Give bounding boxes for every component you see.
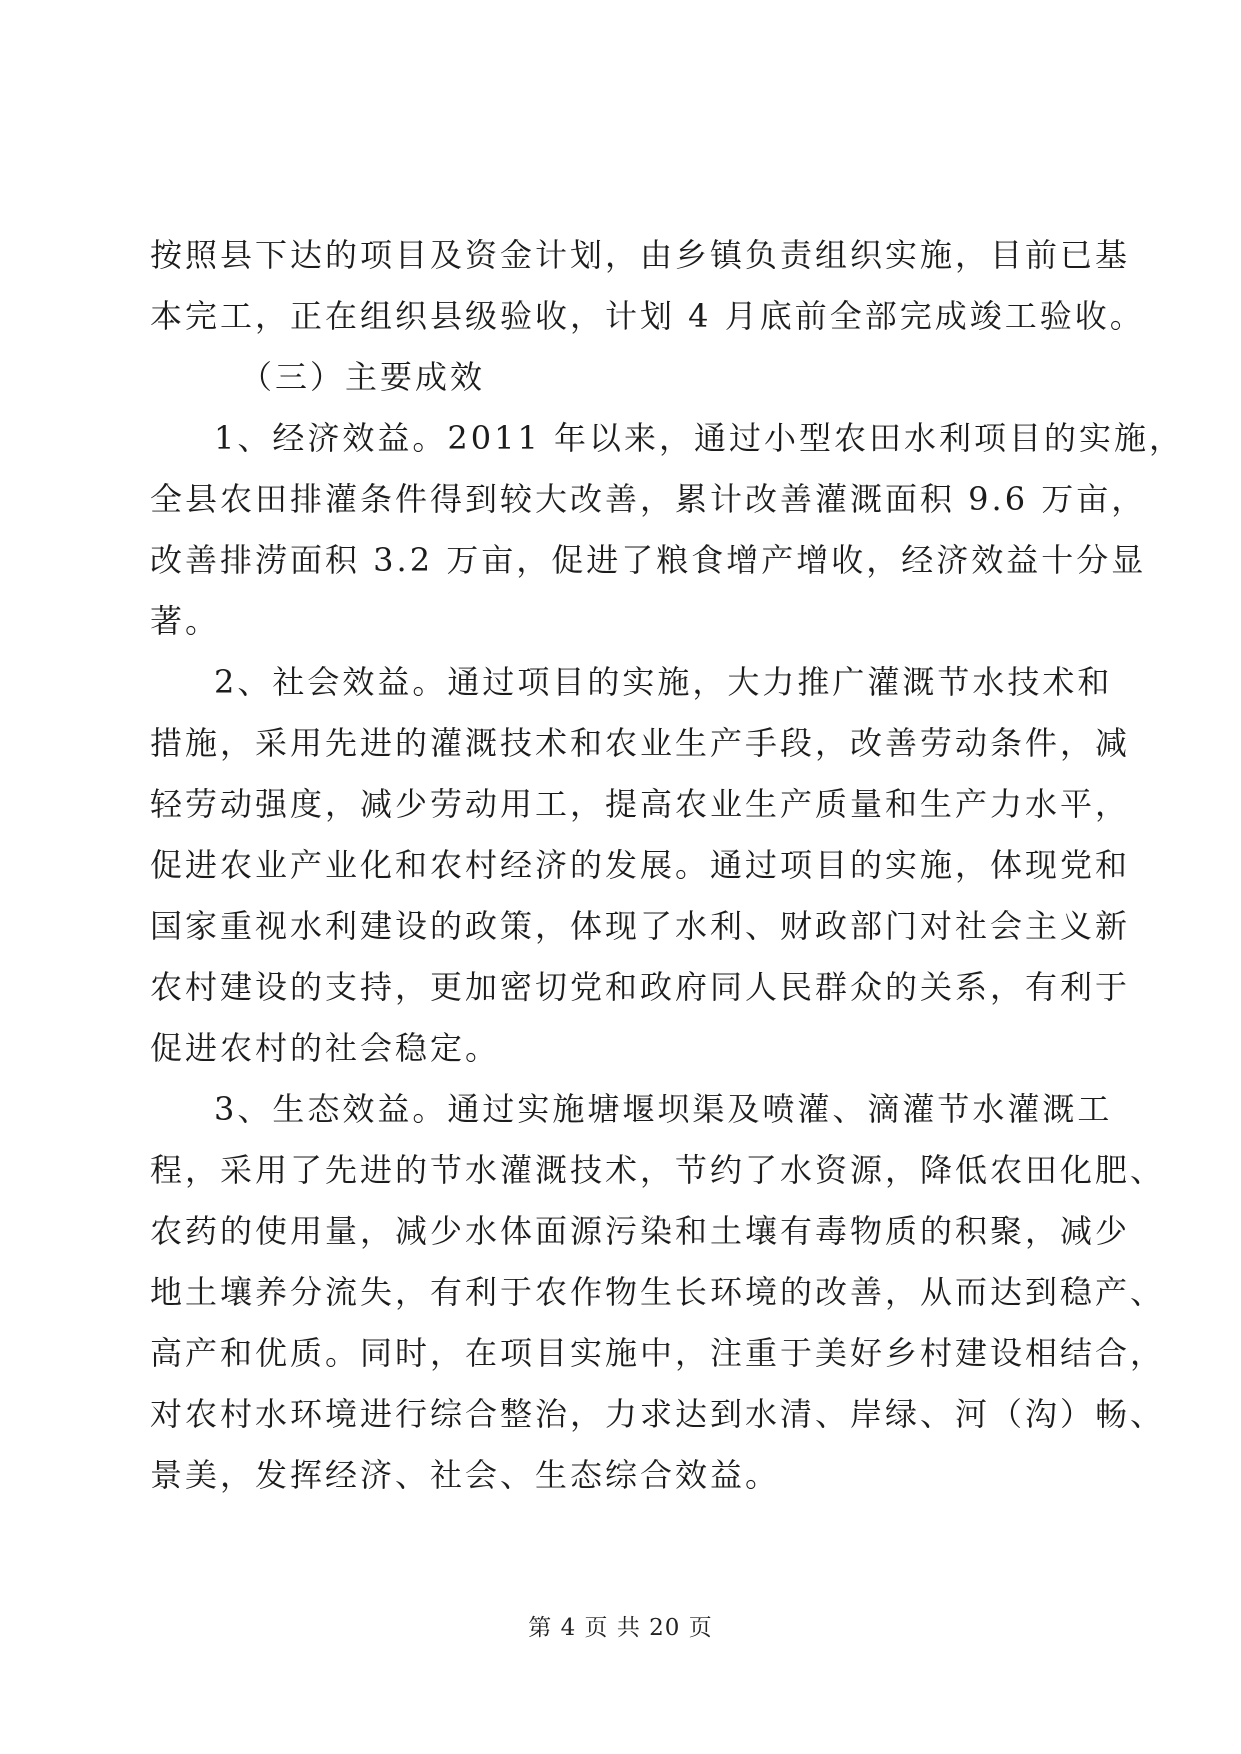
text-line: 高产和优质。同时，在项目实施中，注重于美好乡村建设相结合， bbox=[150, 1334, 1166, 1372]
paragraph-start-line: 1、经济效益。2011 年以来，通过小型农田水利项目的实施， bbox=[214, 419, 1184, 457]
text-line: 促进农村的社会稳定。 bbox=[150, 1029, 501, 1067]
document-body bbox=[150, 225, 1184, 1506]
text-line: 程，采用了先进的节水灌溉技术，节约了水资源，降低农田化肥、 bbox=[150, 1151, 1166, 1189]
text-line: 农村建设的支持，更加密切党和政府同人民群众的关系，有利于 bbox=[150, 968, 1131, 1006]
text-line: 著。 bbox=[150, 602, 221, 640]
text-line: 国家重视水利建设的政策，体现了水利、财政部门对社会主义新 bbox=[150, 907, 1131, 945]
text-line: 农药的使用量，减少水体面源污染和土壤有毒物质的积聚，减少 bbox=[150, 1212, 1131, 1250]
text-line: 促进农业产业化和农村经济的发展。通过项目的实施，体现党和 bbox=[150, 846, 1131, 884]
text-line: 全县农田排灌条件得到较大改善，累计改善灌溉面积 9.6 万亩， bbox=[150, 480, 1147, 518]
text-line: 按照县下达的项目及资金计划，由乡镇负责组织实施，目前已基 bbox=[150, 236, 1131, 274]
text-line: 措施，采用先进的灌溉技术和农业生产手段，改善劳动条件，减 bbox=[150, 724, 1131, 762]
text-line: 改善排涝面积 3.2 万亩，促进了粮食增产增收，经济效益十分显 bbox=[150, 541, 1147, 579]
text-line: 地土壤养分流失，有利于农作物生长环境的改善，从而达到稳产、 bbox=[150, 1273, 1166, 1311]
section-heading: （三）主要成效 bbox=[240, 358, 486, 396]
paragraph-start-line: 2、社会效益。通过项目的实施，大力推广灌溉节水技术和 bbox=[214, 663, 1113, 701]
text-line: 景美，发挥经济、社会、生态综合效益。 bbox=[150, 1456, 781, 1494]
paragraph-start-line: 3、生态效益。通过实施塘堰坝渠及喷灌、滴灌节水灌溉工 bbox=[214, 1090, 1113, 1128]
page-number-label: 第 4 页 共 20 页 bbox=[528, 1615, 713, 1641]
text-line: 对农村水环境进行综合整治，力求达到水清、岸绿、河（沟）畅、 bbox=[150, 1395, 1166, 1433]
text-line: 本完工，正在组织县级验收，计划 4 月底前全部完成竣工验收。 bbox=[150, 297, 1145, 335]
page-footer bbox=[0, 1609, 1241, 1642]
text-line: 轻劳动强度，减少劳动用工，提高农业生产质量和生产力水平， bbox=[150, 785, 1131, 823]
